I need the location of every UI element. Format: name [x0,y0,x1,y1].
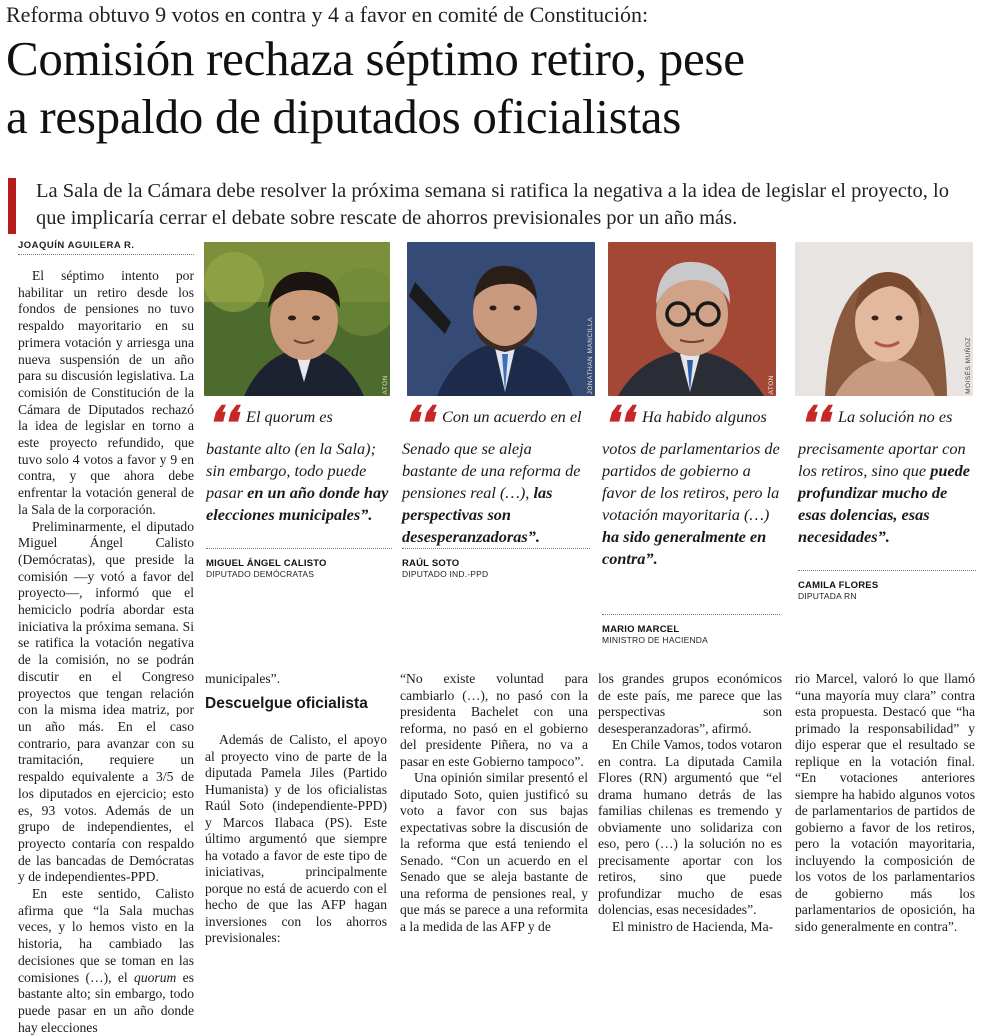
quote-role: MINISTRO DE HACIENDA [602,635,709,645]
photo-credit-3: ATON [768,374,775,394]
left-column [18,268,194,1036]
quote-name: CAMILA FLORES [798,580,879,591]
quote-name: MIGUEL ÁNGEL CALISTO [206,558,327,569]
portrait-soto-image [407,242,595,396]
photo-credit-1: ATON [382,374,389,394]
quote-mark-icon: ❛❛ [206,396,236,450]
quote-marcel: ❛❛ Ha habido algunos votos de parlamentarios de partidos de gobierno a favor de los retiros, pero la votación mayoritaria (…) ha sido generalmente en contra”. [602,396,780,568]
subhead: Descuelgue oficialista [205,694,368,712]
quote-mark-icon: ❛❛ [798,396,828,450]
body-column-2 [205,671,387,947]
quote-role: DIPUTADA RN [798,591,857,601]
left-paragraph-1: El séptimo intento por habilitar un retiro desde los fondos de pensiones no tuvo respaldo mayoritario en su primera votación y arriesga una nueva suspensión de un año para su discusión legislativa. La comisión de Constitución de la Cámara de Diputados rechazó la idea de legislar en torno a este proyecto refundido, que tuvo solo 4 votos a favor y 9 en contra, y que ahora debe enfrentar la votación general de la Sala de la corporación. [18,268,194,517]
quote-soto: ❛❛ Con un acuerdo en el Senado que se aleja bastante de una reforma de pensiones real (…), las perspectivas son desesperanzadoras”. [402,396,582,546]
body-paragraph: “No existe voluntad para cambiarlo (…), no pasó con la presidenta Bachelet con una reforma, no pasó en el gobierno del presidente Piñera, no va a pasar en este Gobierno tampoco”. [400,671,588,769]
photo-credit-4: MOISÉS MUÑOZ [965,337,972,394]
body-paragraph: Una opinión similar presentó el diputado Soto, quien justificó su voto a favor con sus bajas expectativas sobre la discusión de la reforma que está teniendo el Senado. “Con un acuerdo en el Senado que se aleja bastante de una reforma de pensiones real, y que más se parece a una reformita a la medida de las AFP y de [400,770,588,934]
quote-flores: ❛❛ La solución no es precisamente aportar con los retiros, sino que puede profundizar mucho de esas dolencias, esas necesidades”. [798,396,971,546]
headline [6,30,981,146]
left-paragraph-2: Preliminarmente, el diputado Miguel Ángel Calisto (Demócratas), que preside la comisión —y votó a favor del proyecto—, informó que el hemiciclo podría abordar esta iniciativa la próxima semana. Si se ratifica la votación negativa de la comisión, no se podrán discutir en el Congreso proyectos que tengan relación con la misma idea matriz, por un año más. En el caso contrario, para avanzar con su tramitación, requiere un respaldo equivalente a 3/5 de los diputados en ejercicio; esto es, 93 votos. Además de un grupo de independientes, el proyecto contaría con respaldo de las bancadas de Demócratas y de independientes-PPD. [18,518,194,885]
quote-rule [798,570,976,571]
quote-rule [602,614,780,615]
quote-calisto: ❛❛ El quorum es bastante alto (en la Sala); sin embargo, todo puede pasar en un año donde hay elecciones municipales”. [206,396,389,524]
quote-mark-icon: ❛❛ [402,396,432,450]
dek: La Sala de la Cámara debe resolver la próxima semana si ratifica la negativa a la idea de legislar el proyecto, lo que implicaría cerrar el debate sobre rescate de ahorros previsionales por un año más. [36,180,949,229]
portrait-marcel-image [608,242,776,396]
quote-mark-icon: ❛❛ [602,396,632,450]
column-continuation: municipales”. [205,671,281,686]
body-paragraph: Además de Calisto, el apoyo al proyecto vino de parte de la diputada Pamela Jiles (Partido Humanista) y de los oficialistas Raúl Soto (independiente-PPD) y Marcos Ilabaca (PS). Este último argumentó que siempre ha votado a favor de este tipo de iniciativas, principalmente porque no está de acuerdo con el hecho de que las AFP hagan inversiones con los ahorros previsionales: [205,732,387,946]
headline-line-2: a respaldo de diputados oficialistas [6,89,682,144]
quote-rule [402,548,590,549]
portrait-flores-image [795,242,973,396]
headline-line-1: Comisión rechaza séptimo retiro, pese [6,31,745,86]
kicker: Reforma obtuvo 9 votos en contra y 4 a favor en comité de Constitución: [6,2,649,27]
byline: JOAQUÍN AGUILERA R. [18,240,135,251]
photo-credit-2: JONATHAN MANCILLA [587,316,594,394]
quote-name: RAÚL SOTO [402,558,460,569]
photo-flores [795,242,973,396]
photo-calisto [204,242,390,396]
photo-marcel [608,242,776,396]
photo-soto [407,242,595,396]
quote-name: MARIO MARCEL [602,624,680,635]
body-paragraph: En Chile Vamos, todos votaron en contra. La diputada Camila Flores (RN) argumentó que “el drama humano detrás de las familias chilenas es tremendo y obviamente uno solidariza con eso, pero (…) la solución no es precisamente aportar con los retiros, sino que puede profundizar mucho de esas dolencias, esas necesidades”. [598,737,782,917]
body-paragraph: rio Marcel, valoró lo que llamó “una mayoría muy clara” contra esta propuesta. Destacó que “ha primado la responsabilidad” y dijo esperar que el resultado se replique en la votación final. “En votaciones anteriores siempre ha habido algunos votos de parlamentarios de partidos de gobierno a favor de los retiros, pero la votación mayoritaria, incluyendo la composición de los votos de los parlamentarios de gobierno más los parlamentarios de oposición, ha sido generalmente en contra”. [795,671,975,934]
dek-accent-bar [8,178,16,234]
quote-role: DIPUTADO IND.-PPD [402,569,489,579]
body-column-3 [400,671,588,935]
quote-rule [206,548,392,549]
quote-role: DIPUTADO DEMÓCRATAS [206,569,315,579]
byline-rule [18,254,194,255]
body-paragraph: los grandes grupos económicos de este país, me parece que las perspectivas son desesperanzadoras”, afirmó. [598,671,782,736]
left-paragraph-3: En este sentido, Calisto afirma que “la Sala muchas veces, y lo hemos visto en la historia, ha cambiado las decisiones que se toman en las comisiones (…), el quorum es bastante alto; sin embargo, todo puede pasar en un año donde hay elecciones [18,886,194,1035]
body-column-4 [598,671,782,935]
body-column-5 [795,671,975,935]
body-paragraph: El ministro de Hacienda, Ma- [612,918,774,934]
portrait-calisto-image [204,242,390,396]
